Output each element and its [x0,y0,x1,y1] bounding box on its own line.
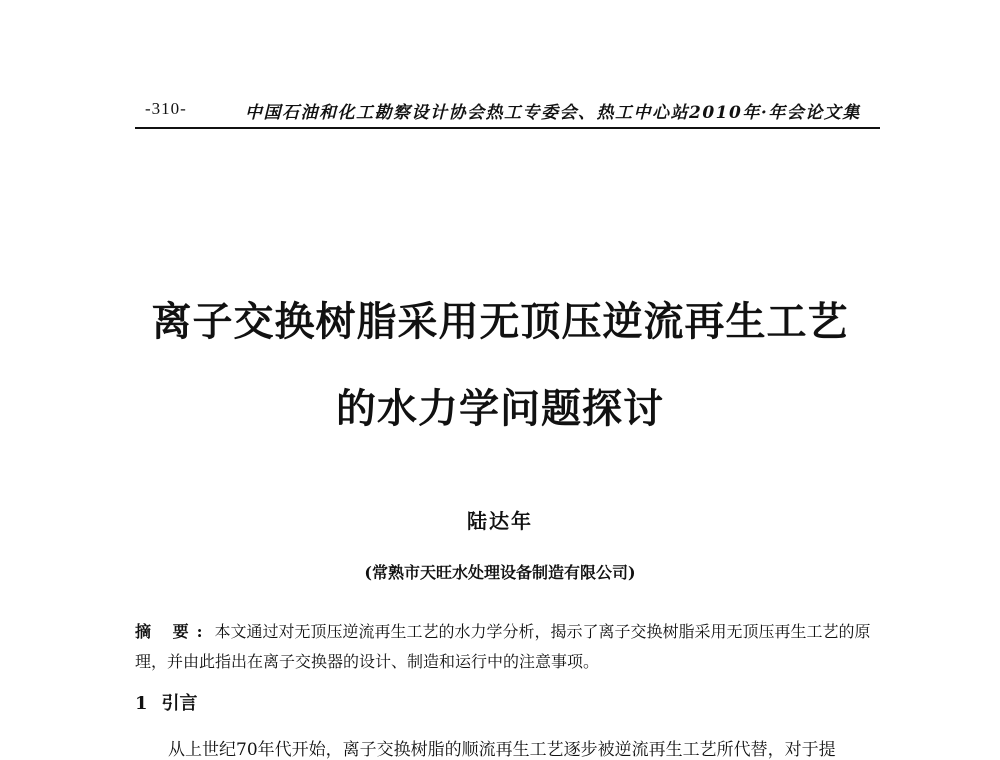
author-name: 陆达年 [467,509,533,533]
paper-title-line-1: 离子交换树脂采用无顶压逆流再生工艺 [151,298,849,345]
abstract-label: 摘 要: [135,622,211,641]
abstract-text: 本文通过对无顶压逆流再生工艺的水力学分析，揭示了离子交换树脂采用无顶压再生工艺的原理，并由此指出在离子交换器的设计、制造和运行中的注意事项。 [135,622,871,671]
running-header [135,93,880,129]
section-title: 引言 [161,693,198,714]
paper-title-line-2: 的水力学问题探讨 [336,385,664,432]
page-number: -310- [145,99,187,118]
body-paragraph: 从上世纪70年代开始，离子交换树脂的顺流再生工艺逐步被逆流再生工艺所代替，对于提 [168,740,836,760]
section-number: 1 [135,693,148,714]
author-affiliation: (常熟市天旺水处理设备制造有限公司) [364,563,636,582]
abstract [135,617,875,677]
journal-title: 中国石油和化工勘察设计协会热工专委会、热工中心站2010年·年会论文集 [245,103,861,123]
section-heading [135,689,198,715]
